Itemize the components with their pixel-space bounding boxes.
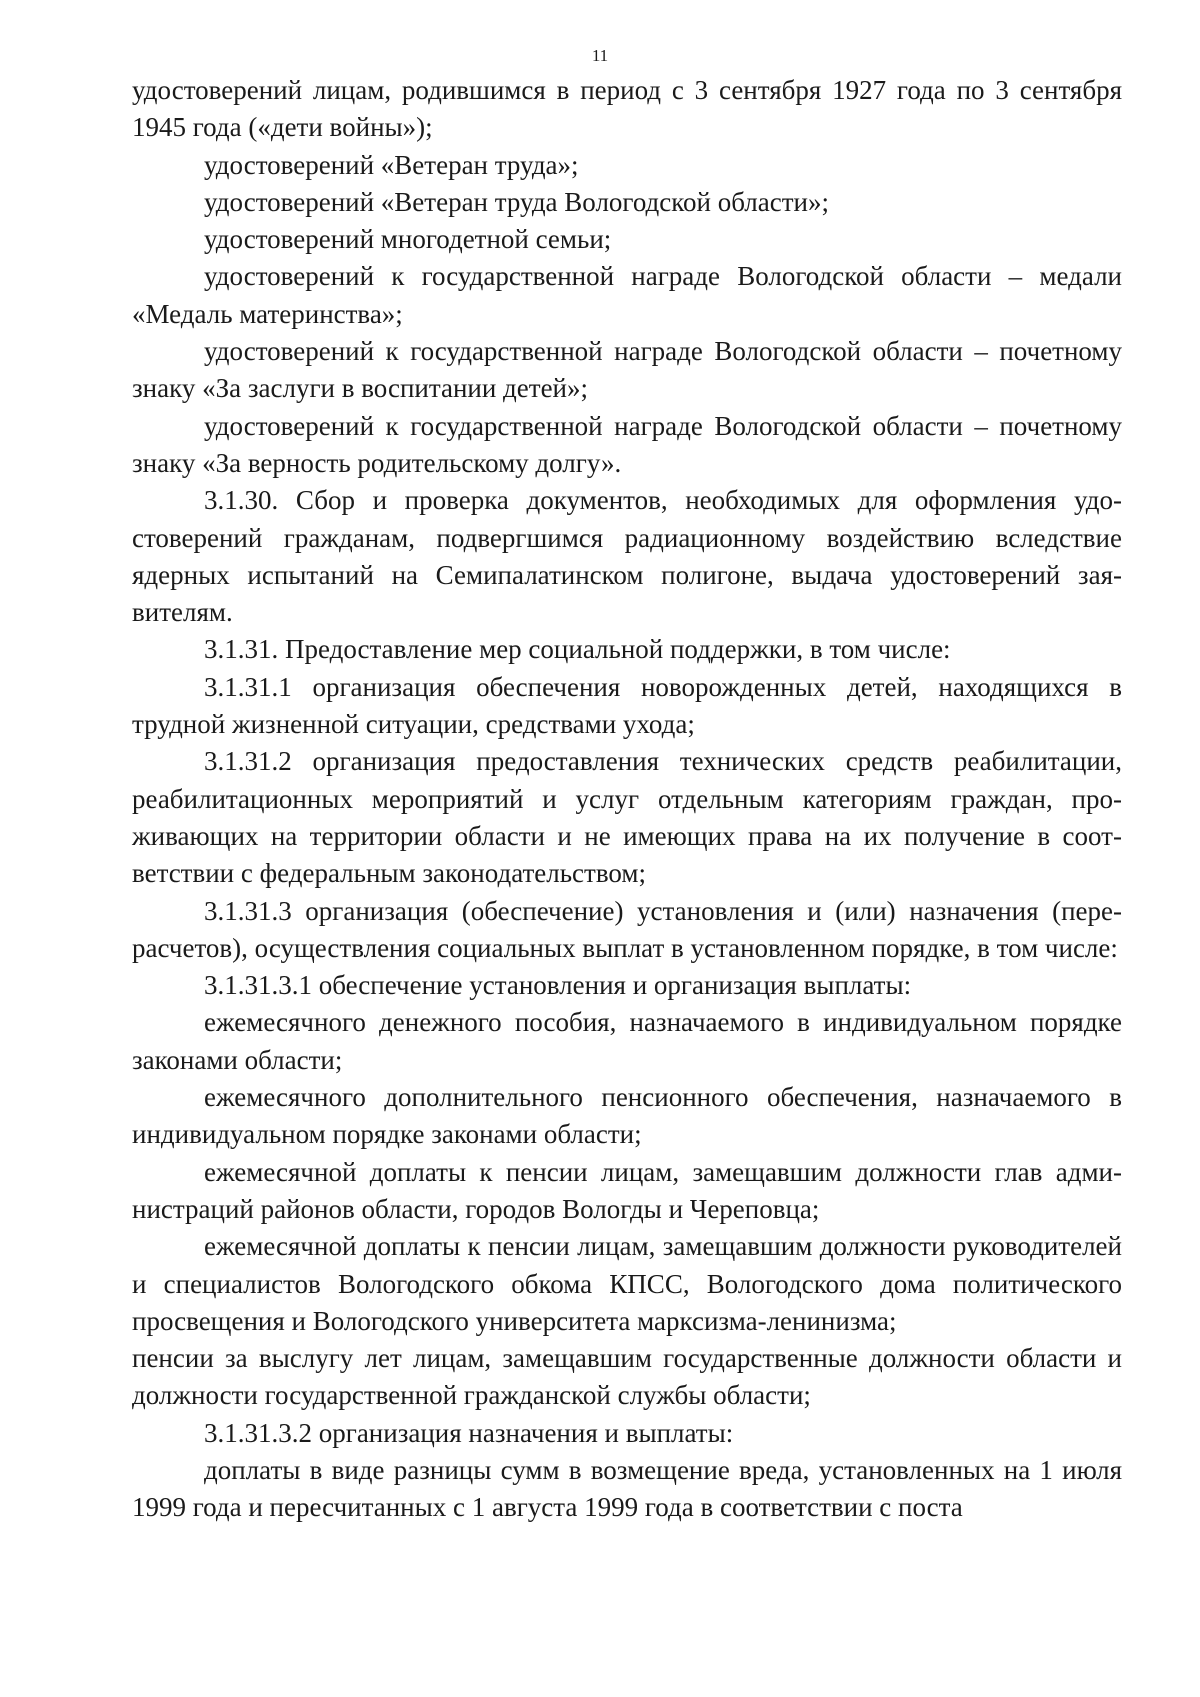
paragraph-continuation: удостоверений лицам, родившимся в период с 3 сентября 1927 года по 3 сентября 1945 года («дети войны»);: [132, 75, 1122, 143]
paragraph: доплаты в виде разницы сумм в возмещение вреда, установленных на 1 июля 1999 года и пересчитанных с 1 августа 1999 года в соответствии с поста: [132, 1454, 1122, 1523]
paragraph-3-1-31: 3.1.31. Предоставление мер социальной поддержки, в том числе:: [204, 634, 951, 665]
paragraph: удостоверений «Ветеран труда Вологодской области»;: [204, 186, 829, 217]
paragraph: ежемесячного дополнительного пенсионного обеспечения, назначаемого в индивидуальном порядке законами области;: [132, 1082, 1122, 1150]
paragraph-3-1-31-3-1: 3.1.31.3.1 обеспечение установления и организация выплаты:: [204, 970, 912, 1001]
paragraph: удостоверений к государственной награде Вологодской области – медали «Медаль материнства»;: [132, 261, 1122, 329]
paragraph: удостоверений «Ветеран труда»;: [204, 149, 579, 180]
paragraph: пенсии за выслугу лет лицам, замещавшим государственные должности области и должности государственной гражданской службы области;: [132, 1343, 1122, 1411]
paragraph: ежемесячной доплаты к пенсии лицам, замещавшим должности глав администраций районов области, городов Вологды и Череповца;: [132, 1156, 1122, 1224]
page-number: 11: [591, 46, 609, 65]
document-body: [132, 72, 1122, 1527]
paragraph: удостоверений к государственной награде Вологодской области – почетному знаку «За заслуги в воспитании детей»;: [132, 336, 1122, 404]
paragraph-3-1-31-1: 3.1.31.1 организация обеспечения новорожденных детей, находящихся в трудной жизненной ситуации, средствами ухода;: [132, 671, 1122, 740]
paragraph-3-1-31-2: 3.1.31.2 организация предоставления технических средств реабилитации, реабилитационных мероприятий и услуг отдельным категориям граждан, проживающих на территории области и не имеющих права на их получение в соответствии с федеральным законодательством;: [132, 746, 1122, 889]
paragraph: удостоверений к государственной награде Вологодской области – почетному знаку «За верность родительскому долгу».: [132, 410, 1122, 478]
paragraph: ежемесячного денежного пособия, назначаемого в индивидуальном порядке законами области;: [132, 1007, 1122, 1075]
paragraph-3-1-30: 3.1.30. Сбор и проверка документов, необходимых для оформления удостоверений гражданам, подвергшимся радиационному воздействию вследствие ядерных испытаний на Семипалатинском полигоне, выдача удостоверений заявителям.: [132, 485, 1122, 628]
paragraph: удостоверений многодетной семьи;: [204, 224, 612, 255]
paragraph-3-1-31-3: 3.1.31.3 организация (обеспечение) установления и (или) назначения (перерасчетов), осуществления социальных выплат в установленном порядке, в том числе:: [132, 895, 1122, 963]
paragraph-3-1-31-3-2: 3.1.31.3.2 организация назначения и выплаты:: [204, 1417, 734, 1448]
paragraph: ежемесячной доплаты к пенсии лицам, замещавшим должности руководителей и специалистов Вологодского обкома КПСС, Вологодского дома политического просвещения и Вологодского университета марксизма-ленинизма;: [132, 1231, 1122, 1336]
